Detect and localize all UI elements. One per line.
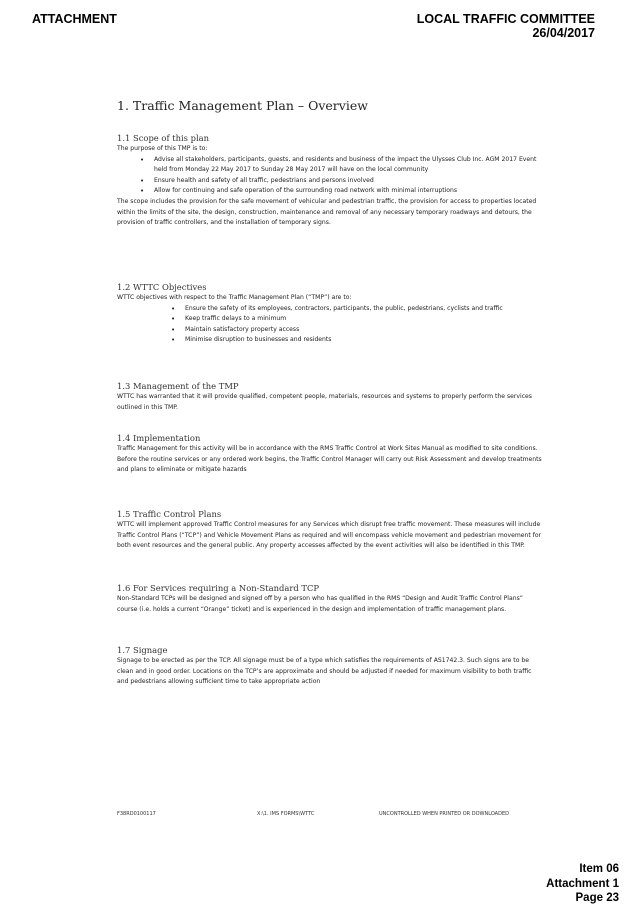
header-date: 26/04/2017 <box>532 26 595 40</box>
section-traffic-control-plans <box>117 509 542 552</box>
list-item: • Ensure the safety of its employees, contractors, participants, the public, pedestrians, cyclists and traffic <box>185 304 542 315</box>
section-body: Traffic Management for this activity will be in accordance with the RMS Traffic Control at Work Sites Manual as modified to site conditions. <box>117 445 538 452</box>
page-footer <box>546 862 619 906</box>
section-body: Before the routine services or any ordered work begins, the Traffic Control Manager will carry out Risk Assessment and develop treatments and plans to eliminate or mitigate hazards <box>117 455 542 474</box>
section-body: Non-Standard TCPs will be designed and signed off by a person who has qualified in the RMS “Design and Audit Traffic Control Plans” course (i.e. holds a current “Orange” ticket) and is experienced in the design and implementation of traffic management plans. <box>117 595 523 613</box>
section-title: 1.7 Signage <box>117 645 168 655</box>
header-committee-title: LOCAL TRAFFIC COMMITTEE <box>416 12 595 26</box>
bullet-list <box>117 155 542 197</box>
header-attachment-label: ATTACHMENT <box>32 12 117 26</box>
section-scope <box>117 133 542 229</box>
list-item: • Ensure health and safety of all traffic, pedestrians and persons involved <box>154 176 542 187</box>
section-title: 1.2 WTTC Objectives <box>117 282 207 292</box>
section-intro: The purpose of this TMP is to: <box>117 145 208 152</box>
list-item: • Maintain satisfactory property access <box>185 325 542 336</box>
section-intro: WTTC objectives with respect to the Traffic Management Plan (“TMP”) are to: <box>117 294 352 301</box>
list-item: • Allow for continuing and safe operation of the surrounding road network with minimal interruptions <box>154 186 542 197</box>
document-title: 1. Traffic Management Plan – Overview <box>117 98 368 113</box>
bullet-list <box>117 304 542 346</box>
footer-item-number: Item 06 <box>579 863 619 875</box>
document-body <box>117 98 542 686</box>
section-body: WTTC will implement approved Traffic Control measures for any Services which disrupt free traffic movement. These measures will include Traffic Control Plans (“TCP”) and Vehicle Movement Plans as required and will encompass vehicle movement and pedestrian movement for both event resources and the general public. Any property accesses affected by the event activities will also be identified in this TMP. <box>117 521 542 550</box>
section-objectives <box>117 282 542 346</box>
section-management <box>117 381 542 413</box>
footer-attachment-number: Attachment 1 <box>546 877 619 890</box>
section-title: 1.3 Management of the TMP <box>117 381 239 391</box>
footer-file-path: X:\1. IMS FORMS\WTTC <box>257 811 315 817</box>
footer-uncontrolled-notice: UNCONTROLLED WHEN PRINTED OR DOWNLOADED <box>379 811 509 817</box>
section-body: WTTC has warranted that it will provide qualified, competent people, materials, resources and systems to properly perform the services outlined in this TMP. <box>117 393 532 411</box>
list-item: • Minimise disruption to businesses and residents <box>185 335 542 346</box>
section-non-standard-tcp <box>117 583 542 615</box>
section-title: 1.5 Traffic Control Plans <box>117 509 222 519</box>
list-item: • Keep traffic delays to a minimum <box>185 314 542 325</box>
section-title: 1.4 Implementation <box>117 433 201 443</box>
section-title: 1.6 For Services requiring a Non-Standard TCP <box>117 583 319 593</box>
section-title: 1.1 Scope of this plan <box>117 133 210 143</box>
list-item: • Advise all stakeholders, participants, guests, and residents and business of the impact the Ulysses Club Inc. AGM 2017 Event held from Monday 22 May 2017 to Sunday 28 May 2017 will have on the local community <box>154 155 542 176</box>
footer-page-number: Page 23 <box>575 892 619 904</box>
section-implementation <box>117 433 542 476</box>
section-signage <box>117 645 542 688</box>
footer-doc-code: F38RD0100117 <box>117 811 156 817</box>
section-body: Signage to be erected as per the TCP. All signage must be of a type which satisfies the requirements of AS1742.3. Such signs are to be clean and in good order. Locations on the TCP’s are approximate and should be adjusted if needed for maximum visibility to both traffic and pedestrians allowing sufficient time to take appropriate action <box>117 657 532 686</box>
header-committee-block <box>417 12 595 40</box>
section-body: The scope includes the provision for the safe movement of vehicular and pedestrian traffic, the provision for access to properties located within the limits of the site, the design, construction, maintenance and removal of any necessary temporary roadways and detours, the provision of traffic controllers, and the installation of temporary signs. <box>117 197 537 227</box>
